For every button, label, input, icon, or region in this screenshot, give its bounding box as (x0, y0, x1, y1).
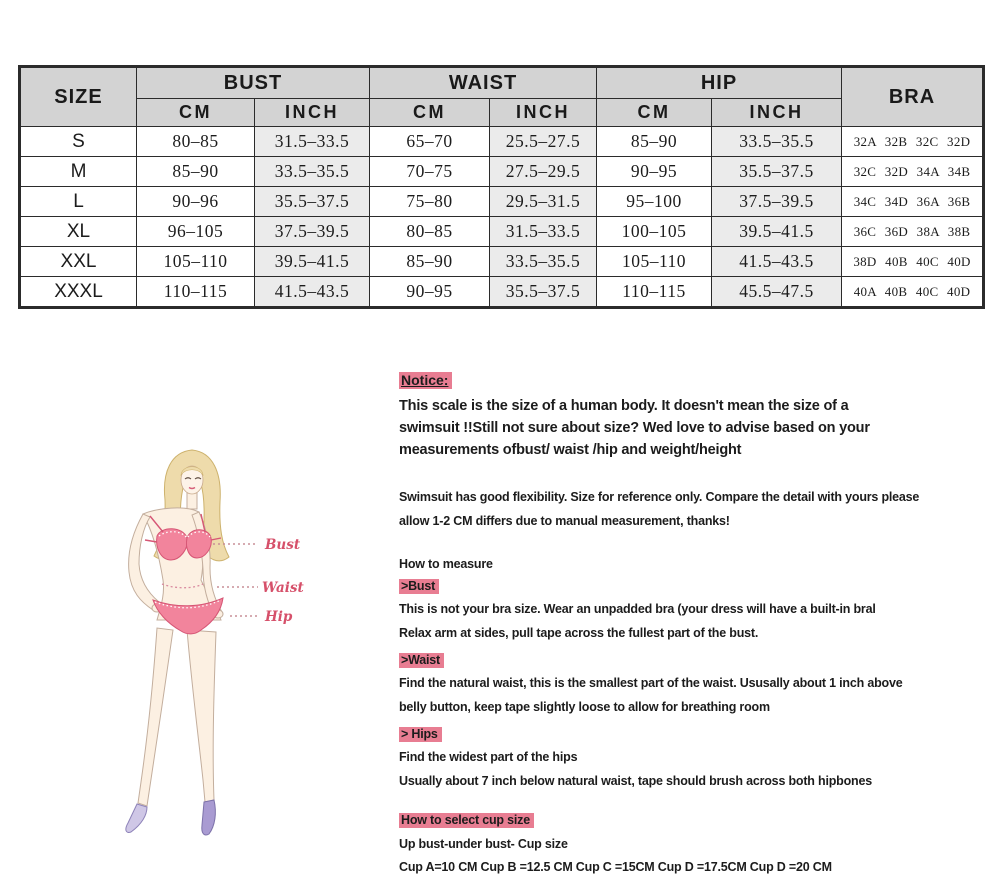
bust-instruction-line: This is not your bra size. Wear an unpadded bra (your dress will have a built-in bral (399, 602, 876, 616)
table-row (20, 157, 984, 187)
hip-inch-cell: 33.5–35.5 (712, 127, 842, 157)
table-row (20, 127, 984, 157)
bust-instructions (399, 597, 995, 645)
notes-column (399, 370, 995, 879)
hip-inch-cell: 45.5–47.5 (712, 277, 842, 308)
right-shoe (202, 800, 216, 835)
bra-cell: 38D 40B 40C 40D (842, 247, 984, 277)
bra-cell: 40A 40B 40C 40D (842, 277, 984, 308)
waist-inch-cell: 25.5–27.5 (490, 127, 597, 157)
cup-size-heading-text: How to select cup size (399, 813, 534, 828)
waist-instructions (399, 671, 995, 719)
waist-instruction-line: belly button, keep tape slightly loose to allow for breathing room (399, 700, 770, 714)
waist-inch-cell: 27.5–29.5 (490, 157, 597, 187)
size-cell: XL (20, 217, 137, 247)
waist-cm-cell: 90–95 (370, 277, 490, 308)
table-row (20, 217, 984, 247)
bra-cell: 36C 36D 38A 38B (842, 217, 984, 247)
notice-heading-text: Notice: (399, 372, 452, 389)
figure-illustration (95, 440, 355, 870)
right-leg (187, 630, 216, 802)
bra-cell: 32C 32D 34A 34B (842, 157, 984, 187)
bust-heading-text: >Bust (399, 579, 439, 594)
hip-inch-cell: 41.5–43.5 (712, 247, 842, 277)
bust-cm-cell: 96–105 (137, 217, 255, 247)
waist-group-header: WAIST (370, 67, 597, 99)
notice-line: measurements ofbust/ waist /hip and weight/height (399, 442, 742, 458)
notice-heading (399, 372, 995, 389)
left-shoe (126, 804, 147, 833)
bust-cm-cell: 90–96 (137, 187, 255, 217)
notice-paragraph (399, 395, 995, 461)
waist-inch-cell: 33.5–35.5 (490, 247, 597, 277)
size-table (18, 65, 985, 309)
bra-cell: 34C 34D 36A 36B (842, 187, 984, 217)
hips-heading-text: > Hips (399, 727, 442, 742)
bust-cm-cell: 80–85 (137, 127, 255, 157)
notice-line: swimsuit !!Still not sure about size? Wed love to advise based on your (399, 420, 870, 436)
size-cell: XXL (20, 247, 137, 277)
waist-heading (399, 653, 995, 668)
hips-instruction-line: Find the widest part of the hips (399, 750, 578, 764)
cup-size-instructions (399, 833, 995, 879)
size-cell: L (20, 187, 137, 217)
bust-group-header: BUST (137, 67, 370, 99)
flexibility-line: Swimsuit has good flexibility. Size for reference only. Compare the detail with yours please (399, 490, 920, 504)
bust-label: Bust (265, 537, 301, 553)
bra-cell: 32A 32B 32C 32D (842, 127, 984, 157)
hip-inch-cell: 37.5–39.5 (712, 187, 842, 217)
hip-cm-cell: 105–110 (597, 247, 712, 277)
flexibility-paragraph (399, 485, 995, 533)
how-to-measure-title: How to measure (399, 557, 493, 571)
hip-cm-subheader: CM (597, 99, 712, 127)
waist-inch-subheader: INCH (490, 99, 597, 127)
size-cell: XXXL (20, 277, 137, 308)
waist-cm-cell: 80–85 (370, 217, 490, 247)
waist-heading-text: >Waist (399, 653, 444, 668)
bust-cm-cell: 85–90 (137, 157, 255, 187)
bust-cm-subheader: CM (137, 99, 255, 127)
waist-inch-cell: 35.5–37.5 (490, 277, 597, 308)
woman-sketch (126, 450, 229, 835)
notice-line: This scale is the size of a human body. It doesn't mean the size of a (399, 398, 849, 414)
waist-label: Waist (262, 580, 304, 596)
waist-cm-cell: 70–75 (370, 157, 490, 187)
hip-cm-cell: 110–115 (597, 277, 712, 308)
size-cell: S (20, 127, 137, 157)
bust-inch-cell: 35.5–37.5 (255, 187, 370, 217)
cup-size-heading (399, 813, 995, 828)
waist-inch-cell: 31.5–33.5 (490, 217, 597, 247)
waist-instruction-line: Find the natural waist, this is the smallest part of the waist. Ususally about 1 inch above (399, 676, 903, 690)
flexibility-line: allow 1-2 CM differs due to manual measurement, thanks! (399, 514, 730, 528)
hips-heading (399, 727, 995, 742)
hip-inch-subheader: INCH (712, 99, 842, 127)
bust-inch-subheader: INCH (255, 99, 370, 127)
hip-inch-cell: 35.5–37.5 (712, 157, 842, 187)
left-leg (138, 628, 173, 806)
waist-cm-cell: 65–70 (370, 127, 490, 157)
table-row (20, 187, 984, 217)
cup-size-line: Cup A=10 CM Cup B =12.5 CM Cup C =15CM Cup D =17.5CM Cup D =20 CM (399, 860, 832, 874)
bust-inch-cell: 31.5–33.5 (255, 127, 370, 157)
hip-cm-cell: 85–90 (597, 127, 712, 157)
waist-cm-subheader: CM (370, 99, 490, 127)
cup-size-line: Up bust-under bust- Cup size (399, 837, 568, 851)
table-row (20, 277, 984, 308)
hip-inch-cell: 39.5–41.5 (712, 217, 842, 247)
bust-inch-cell: 33.5–35.5 (255, 157, 370, 187)
size-cell: M (20, 157, 137, 187)
bust-cm-cell: 105–110 (137, 247, 255, 277)
hip-group-header: HIP (597, 67, 842, 99)
waist-cm-cell: 75–80 (370, 187, 490, 217)
bust-cm-cell: 110–115 (137, 277, 255, 308)
size-column-header: SIZE (20, 67, 137, 127)
hip-cm-cell: 90–95 (597, 157, 712, 187)
hip-label: Hip (265, 609, 293, 625)
hips-instruction-line: Usually about 7 inch below natural waist, tape should brush across both hipbones (399, 774, 872, 788)
bust-inch-cell: 39.5–41.5 (255, 247, 370, 277)
neck (187, 492, 197, 509)
waist-inch-cell: 29.5–31.5 (490, 187, 597, 217)
bust-heading (399, 579, 995, 594)
hip-cm-cell: 95–100 (597, 187, 712, 217)
bra-column-header: BRA (842, 67, 984, 127)
table-row (20, 247, 984, 277)
bust-inch-cell: 37.5–39.5 (255, 217, 370, 247)
waist-cm-cell: 85–90 (370, 247, 490, 277)
hips-instructions (399, 745, 995, 793)
hip-cm-cell: 100–105 (597, 217, 712, 247)
bust-inch-cell: 41.5–43.5 (255, 277, 370, 308)
bust-instruction-line: Relax arm at sides, pull tape across the fullest part of the bust. (399, 626, 759, 640)
